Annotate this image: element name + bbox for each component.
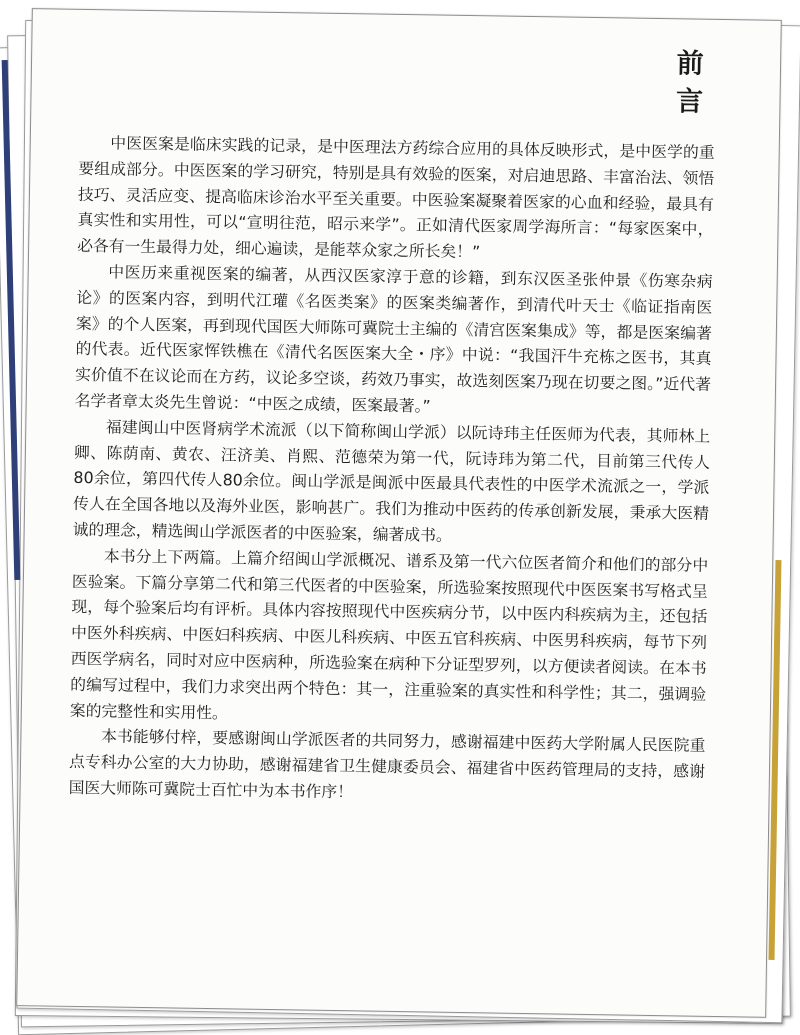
page-title: 前言 (675, 48, 704, 118)
paragraph-1: 中医医案是临床实践的记录，是中医理法方药综合应用的具体反映形式，是中医学的重要组成部分。中医医案的学习研究，特别是具有效验的医案，对启迪思路、丰富治法、领悟技巧、灵活应变、提高临床诊治水平至关重要。中医验案凝聚着医家的心血和经验，最具有真实性和实用性，可以“宣明往范，昭示来学”。正如清代医家周学海所言：“每家医案中，必各有一生最得力处，细心遍读，是能萃众家之所长矣！” (77, 133, 715, 262)
paragraph-5: 本书能够付梓，要感谢闽山学派医者的共同努力，感谢福建中医药大学附属人民医院重点专科办公室的大力协助，感谢福建省卫生健康委员会、福建省中医药管理局的支持，感谢国医大师陈可冀院士百忙中为本书作序！ (68, 726, 706, 802)
paragraph-2: 中医历来重视医案的编著，从西汉医家淳于意的诊籍，到东汉医圣张仲景《伤寒杂病论》的医案内容，到明代江瓘《名医类案》的医案类编著作，到清代叶天士《临证指南医案》的个人医案，再到现代国医大师陈可冀院士主编的《清宫医案集成》等，都是医案编著的代表。近代医家恽铁樵在《清代名医医案大全・序》中说：“我国汗牛充栋之医书，其真实价值不在议论而在方药，议论多空谈，药效乃事实，故选刻医案乃现在切要之图。”近代著名学者章太炎先生曾说：“中医之成绩，医案最著。” (74, 262, 713, 416)
document-page (16, 8, 782, 1018)
preface-body (68, 130, 714, 811)
paragraph-3: 福建闽山中医肾病学术流派（以下简称闽山学派）以阮诗玮主任医师为代表，其师林上卿、陈荫南、黄农、汪济美、肖熙、范德荣为第一代，阮诗玮为第二代，目前第三代传人80余位，第四代传人80余位。闽山学派是闽派中医最具代表性的中医学术流派之一，学派传人在全国各地以及海外业医，影响甚广。我们为推动中医药的传承创新发展，秉承大医精诚的理念，精选闽山学派医者的中医验案，编著成书。 (72, 417, 711, 545)
paragraph-4: 本书分上下两篇。上篇介绍闽山学派概况、谱系及第一代六位医者简介和他们的部分中医验案。下篇分享第二代和第三代医者的中医验案，所选验案按照现代中医医案书写格式呈现，每个验案后均有评析。具体内容按照现代中医疾病分节，以中医内科疾病为主，还包括中医外科疾病、中医妇科疾病、中医儿科疾病、中医五官科疾病、中医男科疾病，每节下列西医学病名，同时对应中医病种，所选验案在病种下分证型罗列，以方便读者阅读。在本书的编写过程中，我们力求突出两个特色：其一，注重验案的真实性和科学性；其二，强调验案的完整性和实用性。 (69, 546, 709, 722)
